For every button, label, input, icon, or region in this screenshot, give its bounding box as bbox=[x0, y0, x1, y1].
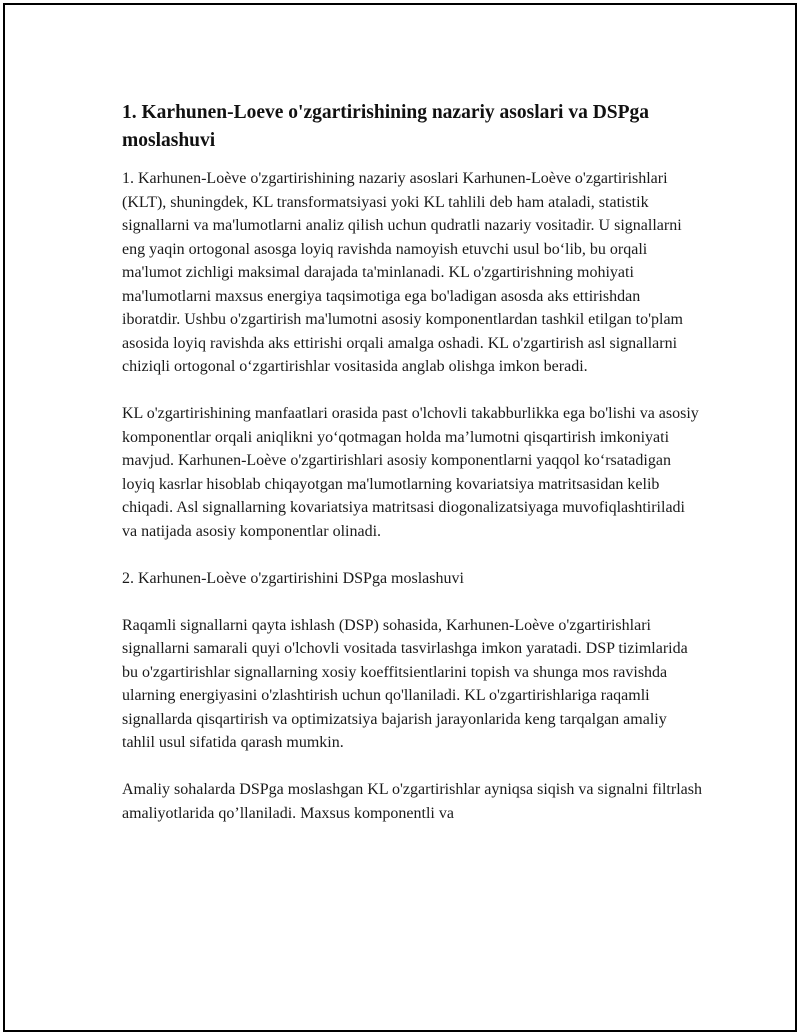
document-body bbox=[122, 99, 702, 849]
paragraph-klt-benefits: KL o'zgartirishining manfaatlari orasida past o'lchovli takabburlikka ega bo'lishi va asosiy komponentlar orqali aniqlikni yo‘qotmagan holda ma’lumotni qisqartirish imkoniyati mavjud. Karhunen-Loève o'zgartirishlari asosiy komponentlarni yaqqol ko‘rsatadigan loyiq kasrlar hisoblab chiqayotgan ma'lumotlarning kovariatsiya matritsasidan kelib chiqadi. Asl signallarning kovariatsiya matritsasi diogonalizatsiyaga muvofiqlashtiriladi va natijada asosiy komponentlar olinadi. bbox=[122, 405, 699, 540]
paragraph-dsp-application: Raqamli signallarni qayta ishlash (DSP) sohasida, Karhunen-Loève o'zgartirishlari signallarni samarali quyi o'lchovli vositada tasvirlashga imkon yaratadi. DSP tizimlarida bu o'zgartirishlar signallarning xosiy koeffitsientlarini topish va shunga mos ravishda ularning energiyasini o'zlashtirish uchun qo'llaniladi. KL o'zgartirishlariga raqamli signallarda qisqartirish va optimizatsiya bajarish jarayonlarida keng tarqalgan amaliy tahlil usul sifatida qarash mumkin. bbox=[122, 616, 688, 751]
document-heading: 1. Karhunen-Loeve o'zgartirishining nazariy asoslari va DSPga moslashuvi bbox=[122, 102, 650, 151]
section-heading-dsp: 2. Karhunen-Loève o'zgartirishini DSPga moslashuvi bbox=[122, 569, 464, 587]
paragraph-practical-areas: Amaliy sohalarda DSPga moslashgan KL o'zgartirishlar ayniqsa siqish va signalni filtrlash amaliyotlarida qo’llaniladi. Maxsus komponentli va bbox=[122, 781, 702, 822]
paragraph-klt-theory: 1. Karhunen-Loève o'zgartirishining nazariy asoslari Karhunen-Loève o'zgartirishlari (KLT), shuningdek, KL transformatsiyasi yoki KL tahlili deb ham ataladi, statistik signallarni va ma'lumotlarni analiz qilish uchun qudratli nazariy vositadir. U signallarni eng yaqin ortogonal asosga loyiq ravishda namoyish etuvchi usul bo‘lib, bu orqali ma'lumot zichligi maksimal darajada ta'minlanadi. KL o'zgartirishning mohiyati ma'lumotlarni maxsus energiya taqsimotiga ega bo'ladigan asosda aks ettirishdan iboratdir. Ushbu o'zgartirish ma'lumotni asosiy komponentlardan tashkil etilgan to'plam asosida loyiq ravishda aks ettirishi orqali amalga oshadi. KL o'zgartirish asl signallarni chiziqli ortogonal o‘zgartirishlar vositasida anglab olishga imkon beradi. bbox=[122, 170, 683, 375]
page bbox=[3, 3, 797, 1032]
